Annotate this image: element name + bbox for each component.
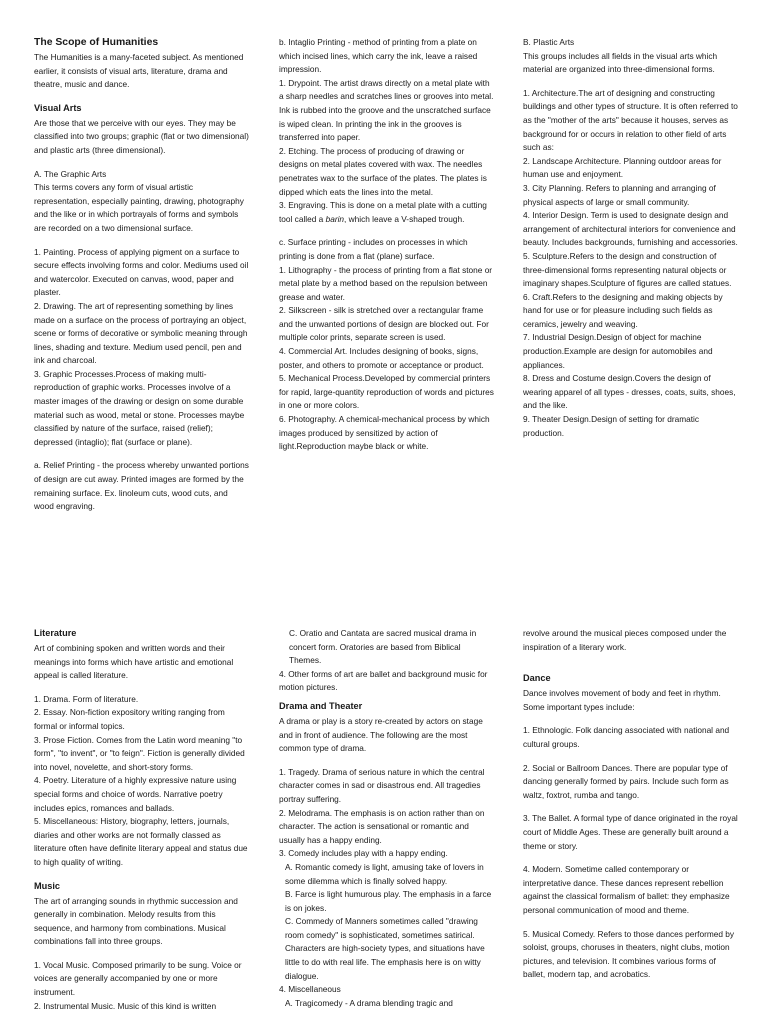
graphic-processes-item: 3. Graphic Processes.Process of making multi-reproduction of graphic works. Processes involve of a master images of the drawing or design on some durable material such as wood, metal or stone. Processes maybe classified by nature of the surface, raised (relief); depressed (intaglio); flat (surface or plane).: [34, 368, 245, 447]
city-planning-item: 3. City Planning. Refers to planning and arranging of physical aspects of large or small community.: [523, 182, 716, 207]
modern-dance-item: 4. Modern. Sometime called contemporary or interpretative dance. These dances represent rebellion against the classical formalism of ballet: they emphasize personal communication of mood and theme.: [523, 864, 730, 915]
photography-item: 6. Photography. A chemical-mechanical process by which images produced by sensitized by action of light.Reproduction maybe black or white.: [279, 414, 490, 452]
column-2-top: [279, 36, 494, 454]
engraving-text-end: , which leave a V-shaped trough.: [344, 213, 465, 224]
musical-comedy-item: 5. Musical Comedy. Refers to those dances performed by soloist, groups, choruses in theaters, night clubs, motion pictures, and television. It combines various forms of ballet, modern tap, and acrobatics.: [523, 928, 735, 980]
column-1-bottom: [34, 627, 249, 1013]
visual-arts-paragraph: Are those that we perceive with our eyes. They may be classified into two groups; graphic (flat or two dimensional) and plastic arts (three dimensional).: [34, 117, 249, 155]
music-paragraph: The art of arranging sounds in rhythmic succession and generally in combination. Melody results from this sequence, and harmony from combinations. Musical combinations fall into three groups.: [34, 895, 238, 947]
ethnologic-item: 1. Ethnologic. Folk dancing associated with national and cultural groups.: [523, 725, 730, 749]
plastic-arts-heading: B. Plastic Arts: [523, 37, 575, 47]
essay-item: 2. Essay. Non-fiction expository writing ranging from formal or informal topics.: [34, 707, 225, 731]
silkscreen-item: 2. Silkscreen - silk is stretched over a rectangular frame and the unwanted portions of design are blocked out. For multiple color prints, separate screen is used.: [279, 305, 489, 343]
column-1-top: [34, 36, 249, 514]
architecture-item: 1. Architecture.The art of designing and constructing buildings and other types of structure. It is often referred to as the "mother of the arts" because it houses, serves as background for or occurs in relation to other field of arts such as:: [523, 87, 738, 153]
engraving-text: 3. Engraving. This is done on a metal plate with a cutting tool called a: [279, 200, 487, 224]
vocal-music-item: 1. Vocal Music. Composed primarily to be sung. Voice or voices are generally accompanied by one or more instrument.: [34, 959, 242, 998]
tragicomedy-item: A. Tragicomedy - A drama blending tragic and: [285, 997, 453, 1008]
miscellaneous-item: 5. Miscellaneous: History, biography, letters, journals, diaries and other works are not formally classed as literature often have definite literary appeal and status due to high quality of writing.: [34, 816, 248, 867]
prose-fiction-item: 3. Prose Fiction. Comes from the Latin word meaning "to form", "to invent", or "to feign". Fiction is generally divided into novel, novelette, and short-story forms.: [34, 734, 245, 772]
continued-paragraph: revolve around the musical pieces composed under the inspiration of a literary work.: [523, 628, 727, 652]
dance-paragraph: Dance involves movement of body and feet in rhythm. Some important types include:: [523, 688, 721, 712]
social-ballroom-item: 2. Social or Ballroom Dances. There are popular type of dancing generally formed by pairs. Include such form as waltz, foxtrot, rumba and tango.: [523, 762, 729, 800]
tragedy-item: 1. Tragedy. Drama of serious nature in which the central character comes in sad or disastrous end. All tragedies portray suffering.: [279, 766, 485, 804]
instrumental-music-item: 2. Instrumental Music. Music of this kind is written: [34, 1000, 217, 1011]
intro-paragraph: The Humanities is a many-faceted subject. As mentioned earlier, it consists of visual arts, literature, drama and theatre, music and dance.: [34, 52, 244, 90]
engraving-item: [279, 199, 494, 226]
comedy-item: 3. Comedy includes play with a happy ending.: [279, 848, 448, 859]
dress-costume-design-item: 8. Dress and Costume design.Covers the design of wearing apparel of all types - dresses, coats, suits, shoes, and the like.: [523, 373, 736, 411]
drama-paragraph: A drama or play is a story re-created by actors on stage and in front of audience. The following are the most common type of drama.: [279, 715, 483, 754]
romantic-comedy-item: A. Romantic comedy is light, amusing take of lovers in some dilemma which is finally solved happy.: [285, 861, 484, 886]
intaglio-printing-item: b. Intaglio Printing - method of printing from a plate on which incised lines, which carry the ink, leave a raised impression.: [279, 37, 478, 75]
poetry-item: 4. Poetry. Literature of a highly expressive nature using special forms and choice of words. Narrative poetry includes epics, romances and ballads.: [34, 775, 237, 813]
commercial-art-item: 4. Commercial Art. Includes designing of books, signs, poster, and others to promote or acceptance or product.: [279, 346, 484, 370]
visual-arts-heading: Visual Arts: [34, 102, 82, 113]
craft-item: 6. Craft.Refers to the designing and making objects by hand for use or for pleasure including such fields as ceramics, jewelry and weaving.: [523, 291, 723, 329]
painting-item: 1. Painting. Process of applying pigment on a surface to secure effects involving forms and color. Mediums used oil and watercolor. Executed on canvas, wood, paper and plaster.: [34, 246, 249, 298]
ballet-item: 3. The Ballet. A formal type of dance originated in the royal court of Middle Ages. These are generally built around a theme or story.: [523, 813, 738, 851]
industrial-design-item: 7. Industrial Design.Design of object for machine production.Example are design for automobiles and appliances.: [523, 332, 713, 370]
drypoint-item: 1. Drypoint. The artist draws directly on a metal plate with a sharp needles and scratches lines or grooves into metal. Ink is rubbed into the groove and the unscratched surface is wiped clean. In printing the ink in the grooves is transferred into paper.: [279, 77, 494, 143]
comedy-of-manners-item: C. Commedy of Manners sometimes called "drawing room comedy" is sophisticated, sometimes satirical. Characters are high-society types, and situations have little to do with real life. The emphasis here is on witty dialogue.: [285, 916, 485, 981]
drawing-item: 2. Drawing. The art of representing something by lines made on a surface on the process of portraying an object, scene or forms of decorative or symbolic meaning through lines, shading and texture. Medium used pencil, pen and ink and charcoal.: [34, 300, 248, 366]
lithography-item: 1. Lithography - the process of printing from a flat stone or metal plate by a method based on the repulsion between grease and water.: [279, 264, 493, 302]
oratio-cantata-item: C. Oratio and Cantata are sacred musical drama in concert form. Oratories are based from Biblical Themes.: [289, 628, 477, 666]
theater-design-item: 9. Theater Design.Design of setting for dramatic production.: [523, 414, 700, 438]
surface-printing-item: c. Surface printing - includes on processes in which printing is done from a flat (plane) surface.: [279, 237, 468, 261]
literature-heading: Literature: [34, 628, 77, 638]
farce-item: B. Farce is light humurous play. The emphasis in a farce is on jokes.: [285, 889, 492, 913]
relief-printing-item: a. Relief Printing - the process whereby unwanted portions of design are cut away. Printed images are formed by the remaining surface. Ex. linoleum cuts, wood cuts, and wood engraving.: [34, 460, 249, 512]
other-forms-item: 4. Other forms of art are ballet and background music for motion pictures.: [279, 668, 488, 693]
plastic-arts-intro: This groups includes all fields in the visual arts which material are organized into three-dimensional forms.: [523, 50, 718, 75]
drama-theater-heading: Drama and Theater: [279, 700, 363, 711]
landscape-architecture-item: 2. Landscape Architecture. Planning outdoor areas for human use and enjoyment.: [523, 155, 722, 180]
column-3-top: [523, 36, 738, 440]
miscellaneous-drama-item: 4. Miscellaneous: [279, 984, 341, 995]
literature-paragraph: Art of combining spoken and written words and their meanings into forms which have artistic and emotional appeal is called literature.: [34, 643, 234, 681]
mechanical-process-item: 5. Mechanical Process.Developed by commercial printers for rapid, large-quantity reproduction of words and pictures in one or more colors.: [279, 373, 494, 411]
column-2-bottom: [279, 627, 494, 1010]
sculpture-item: 5. Sculpture.Refers to the design and construction of three-dimensional forms representing natural objects or imaginary shapes.Sculpture of figures are called statues.: [523, 250, 732, 289]
etching-item: 2. Etching. The process of producing of drawing or designs on metal plates covered with wax. The needles penetrates wax to the surface of the plates. The plates is dipped which eats the lines into the metal.: [279, 145, 487, 197]
engraving-tool-term: barin: [325, 213, 345, 224]
column-3-bottom: [523, 627, 738, 982]
dance-heading: Dance: [523, 673, 551, 684]
graphic-arts-heading: A. The Graphic Arts: [34, 168, 107, 179]
interior-design-item: 4. Interior Design. Term is used to designate design and arrangement of architectural interiors for convenience and beauty. Includes backgrounds, furnishing and accessories.: [523, 210, 738, 248]
page-title: The Scope of Humanities: [34, 37, 159, 48]
graphic-arts-paragraph: This terms covers any form of visual artistic representation, especially painting, drawing, photography and the like or in which portrayals of forms and symbols are recorded on a two dimensional surface.: [34, 182, 244, 233]
music-heading: Music: [34, 880, 61, 891]
melodrama-item: 2. Melodrama. The emphasis is on action rather than on character. The action is sensational or romantic and usually has a happy ending.: [279, 807, 485, 845]
drama-item: 1. Drama. Form of literature.: [34, 693, 139, 704]
